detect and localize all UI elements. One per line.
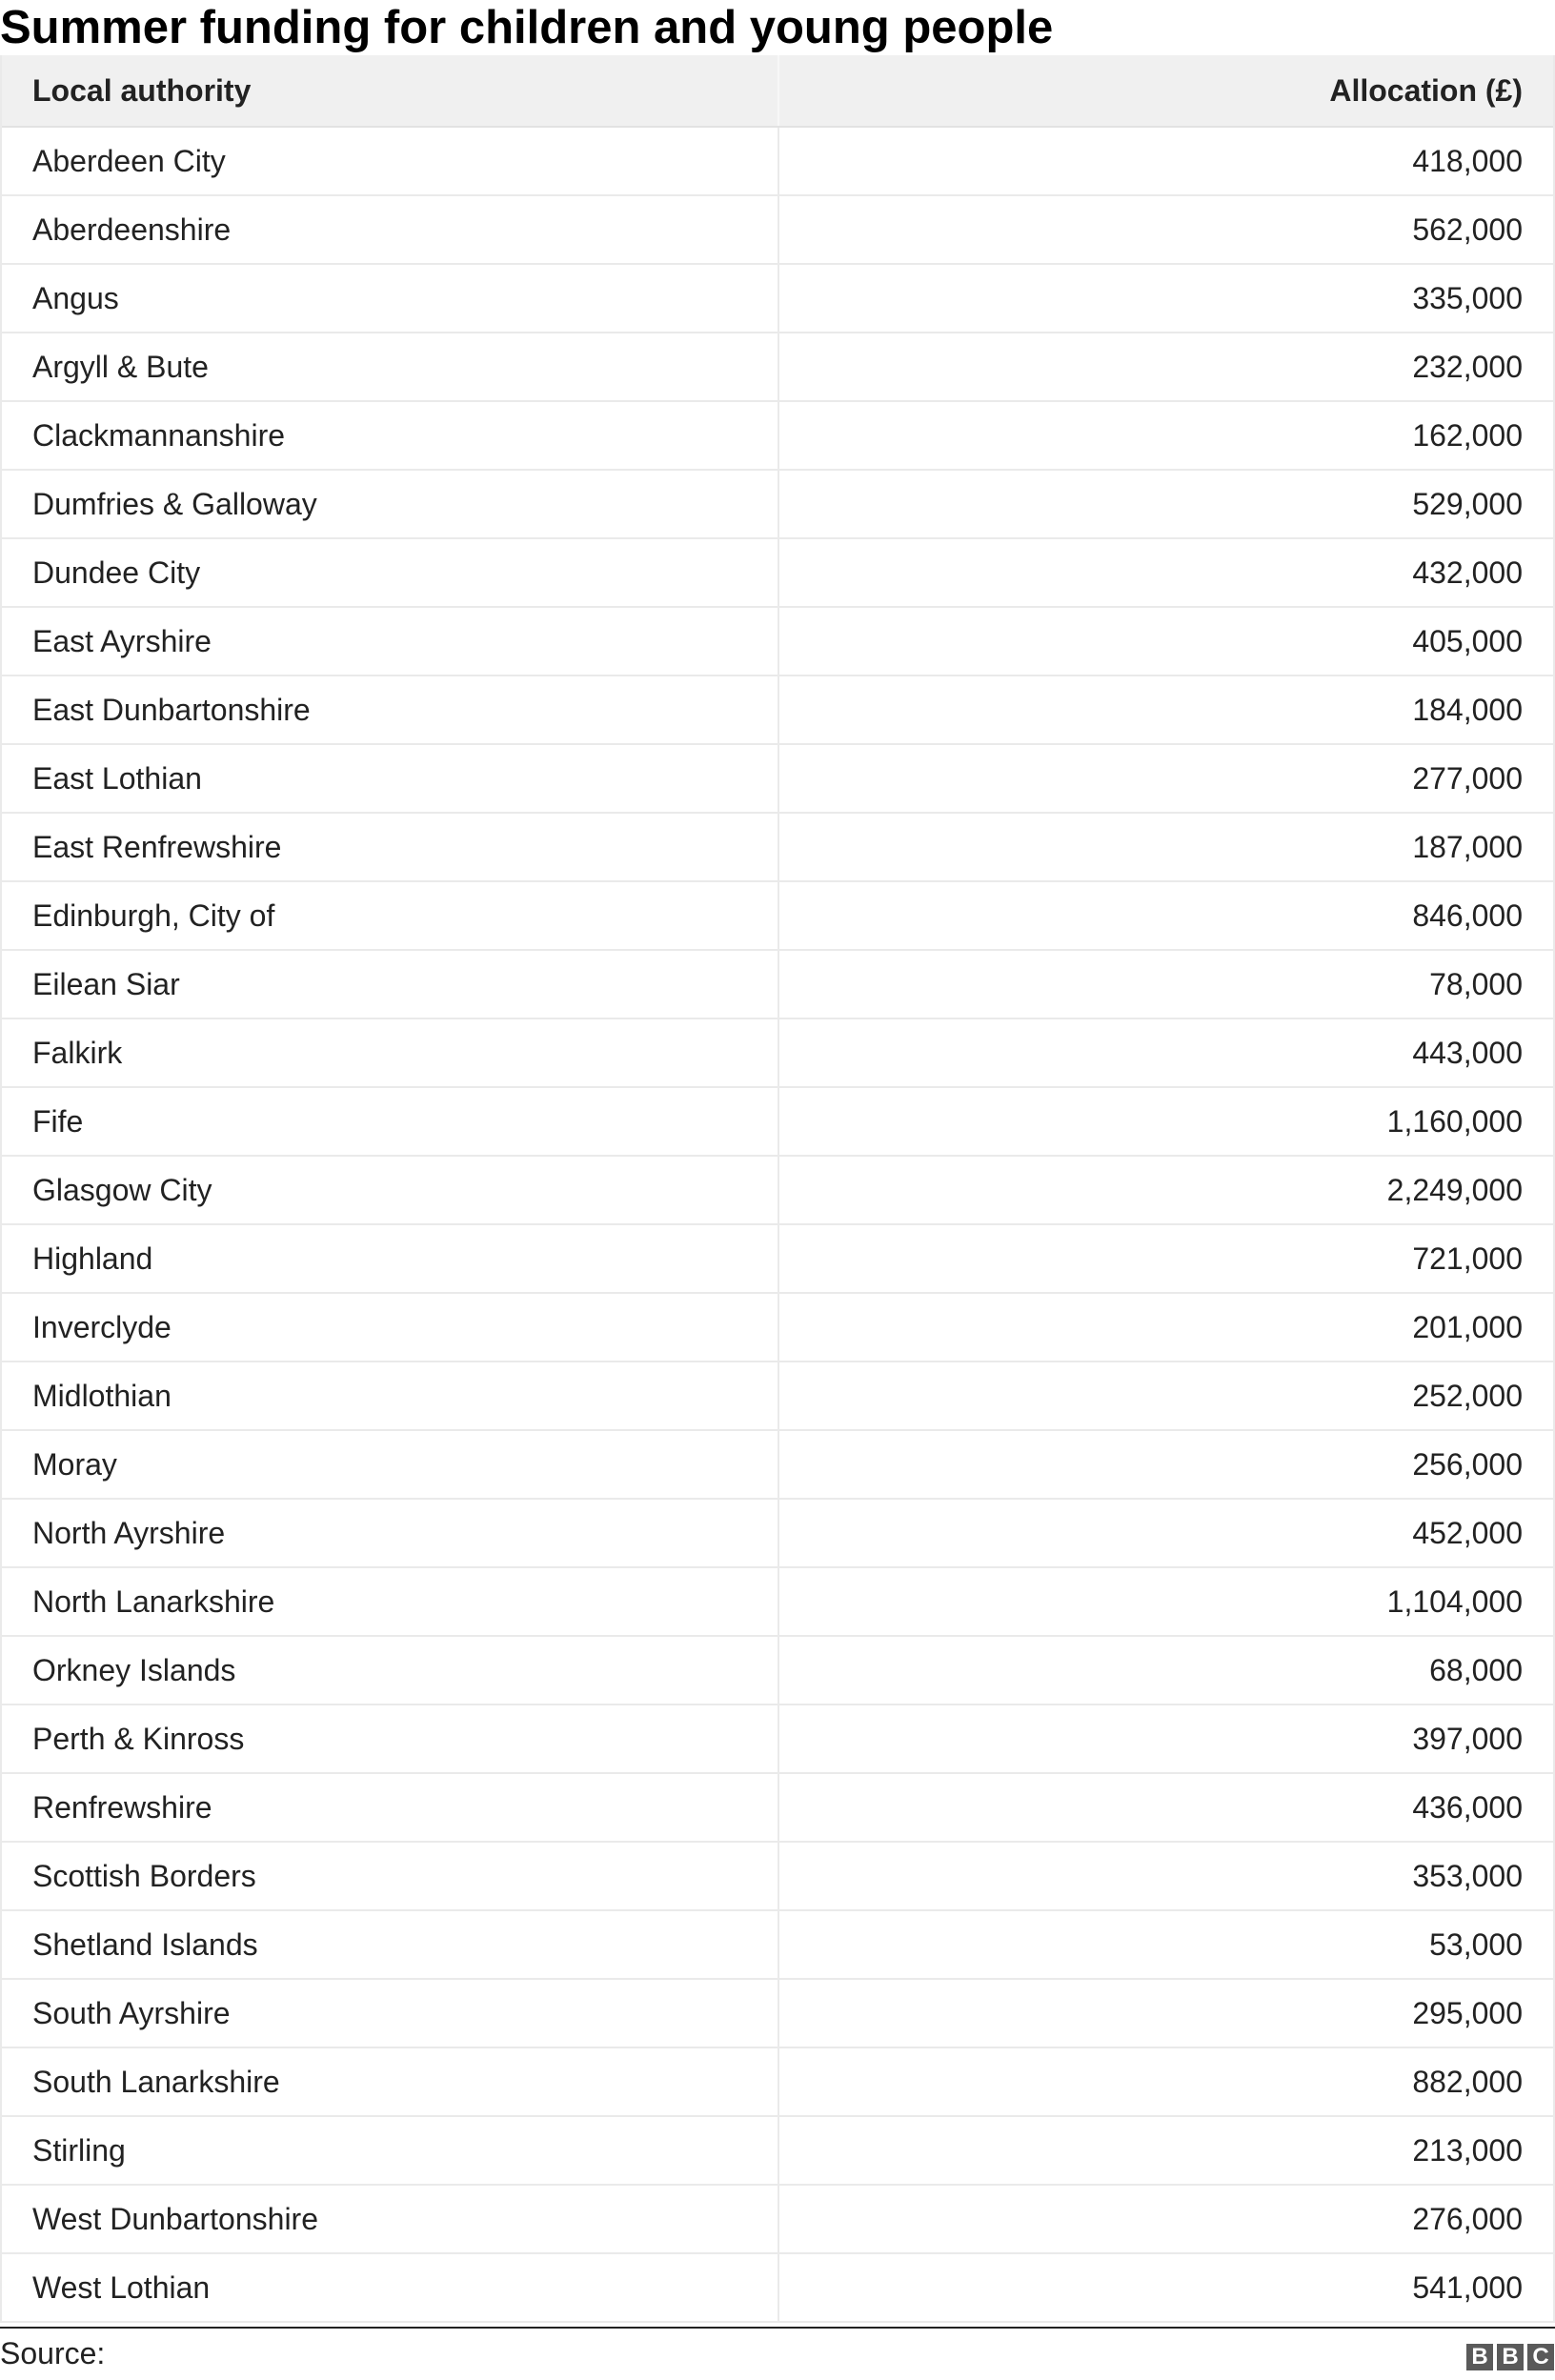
local-authority-cell: Aberdeenshire (2, 195, 778, 264)
local-authority-cell: West Dunbartonshire (2, 2185, 778, 2253)
allocation-cell: 78,000 (778, 950, 1553, 1019)
local-authority-cell: Perth & Kinross (2, 1704, 778, 1773)
bbc-logo (1466, 2344, 1554, 2370)
allocation-cell: 232,000 (778, 333, 1553, 401)
local-authority-cell: Argyll & Bute (2, 333, 778, 401)
table-header-row (2, 55, 1553, 127)
local-authority-cell: Inverclyde (2, 1293, 778, 1361)
table-row (2, 1842, 1553, 1910)
table-row (2, 881, 1553, 950)
allocation-cell: 184,000 (778, 676, 1553, 744)
local-authority-cell: North Lanarkshire (2, 1567, 778, 1636)
funding-table-container (0, 55, 1555, 2323)
allocation-cell: 443,000 (778, 1019, 1553, 1087)
table-row (2, 1293, 1553, 1361)
table-row (2, 1361, 1553, 1430)
column-header-local-authority: Local authority (2, 55, 778, 127)
table-row (2, 607, 1553, 676)
table-row (2, 401, 1553, 470)
allocation-cell: 397,000 (778, 1704, 1553, 1773)
table-body (2, 127, 1553, 2322)
table-row (2, 1224, 1553, 1293)
local-authority-cell: Falkirk (2, 1019, 778, 1087)
table-row (2, 195, 1553, 264)
local-authority-cell: Aberdeen City (2, 127, 778, 195)
allocation-cell: 201,000 (778, 1293, 1553, 1361)
allocation-cell: 277,000 (778, 744, 1553, 813)
local-authority-cell: Highland (2, 1224, 778, 1293)
local-authority-cell: Orkney Islands (2, 1636, 778, 1704)
local-authority-cell: South Ayrshire (2, 1979, 778, 2047)
table-row (2, 470, 1553, 538)
local-authority-cell: Dundee City (2, 538, 778, 607)
table-row (2, 1636, 1553, 1704)
allocation-cell: 213,000 (778, 2116, 1553, 2185)
local-authority-cell: Stirling (2, 2116, 778, 2185)
footer-divider (0, 2327, 1555, 2329)
table-row (2, 264, 1553, 333)
local-authority-cell: Fife (2, 1087, 778, 1156)
local-authority-cell: Clackmannanshire (2, 401, 778, 470)
allocation-cell: 256,000 (778, 1430, 1553, 1499)
column-header-allocation: Allocation (£) (778, 55, 1553, 127)
allocation-cell: 1,104,000 (778, 1567, 1553, 1636)
table-row (2, 1019, 1553, 1087)
table-row (2, 2185, 1553, 2253)
allocation-cell: 846,000 (778, 881, 1553, 950)
allocation-cell: 353,000 (778, 1842, 1553, 1910)
table-row (2, 744, 1553, 813)
allocation-cell: 432,000 (778, 538, 1553, 607)
local-authority-cell: North Ayrshire (2, 1499, 778, 1567)
allocation-cell: 1,160,000 (778, 1087, 1553, 1156)
table-row (2, 333, 1553, 401)
table-row (2, 1910, 1553, 1979)
local-authority-cell: Dumfries & Galloway (2, 470, 778, 538)
bbc-logo-letter: B (1466, 2344, 1493, 2370)
allocation-cell: 335,000 (778, 264, 1553, 333)
local-authority-cell: East Lothian (2, 744, 778, 813)
table-row (2, 1567, 1553, 1636)
table-row (2, 538, 1553, 607)
allocation-cell: 882,000 (778, 2047, 1553, 2116)
local-authority-cell: South Lanarkshire (2, 2047, 778, 2116)
table-row (2, 813, 1553, 881)
allocation-cell: 721,000 (778, 1224, 1553, 1293)
allocation-cell: 541,000 (778, 2253, 1553, 2322)
table-row (2, 1499, 1553, 1567)
table-row (2, 676, 1553, 744)
local-authority-cell: Eilean Siar (2, 950, 778, 1019)
allocation-cell: 162,000 (778, 401, 1553, 470)
allocation-cell: 252,000 (778, 1361, 1553, 1430)
table-row (2, 1087, 1553, 1156)
allocation-cell: 68,000 (778, 1636, 1553, 1704)
local-authority-cell: Moray (2, 1430, 778, 1499)
funding-table (2, 55, 1553, 2323)
table-row (2, 127, 1553, 195)
table-row (2, 1156, 1553, 1224)
bbc-logo-letter: C (1527, 2344, 1554, 2370)
local-authority-cell: West Lothian (2, 2253, 778, 2322)
local-authority-cell: East Ayrshire (2, 607, 778, 676)
local-authority-cell: Angus (2, 264, 778, 333)
allocation-cell: 53,000 (778, 1910, 1553, 1979)
table-row (2, 950, 1553, 1019)
local-authority-cell: Shetland Islands (2, 1910, 778, 1979)
table-row (2, 1704, 1553, 1773)
allocation-cell: 405,000 (778, 607, 1553, 676)
allocation-cell: 2,249,000 (778, 1156, 1553, 1224)
local-authority-cell: Midlothian (2, 1361, 778, 1430)
local-authority-cell: East Dunbartonshire (2, 676, 778, 744)
allocation-cell: 276,000 (778, 2185, 1553, 2253)
allocation-cell: 562,000 (778, 195, 1553, 264)
table-row (2, 2253, 1553, 2322)
table-row (2, 1773, 1553, 1842)
local-authority-cell: Glasgow City (2, 1156, 778, 1224)
local-authority-cell: Renfrewshire (2, 1773, 778, 1842)
table-row (2, 1979, 1553, 2047)
allocation-cell: 452,000 (778, 1499, 1553, 1567)
table-row (2, 1430, 1553, 1499)
local-authority-cell: Edinburgh, City of (2, 881, 778, 950)
source-label: Source: (0, 2336, 106, 2370)
allocation-cell: 295,000 (778, 1979, 1553, 2047)
chart-title: Summer funding for children and young people (0, 2, 1054, 53)
allocation-cell: 418,000 (778, 127, 1553, 195)
local-authority-cell: Scottish Borders (2, 1842, 778, 1910)
table-row (2, 2047, 1553, 2116)
allocation-cell: 436,000 (778, 1773, 1553, 1842)
allocation-cell: 529,000 (778, 470, 1553, 538)
table-row (2, 2116, 1553, 2185)
allocation-cell: 187,000 (778, 813, 1553, 881)
bbc-logo-letter: B (1497, 2344, 1524, 2370)
local-authority-cell: East Renfrewshire (2, 813, 778, 881)
